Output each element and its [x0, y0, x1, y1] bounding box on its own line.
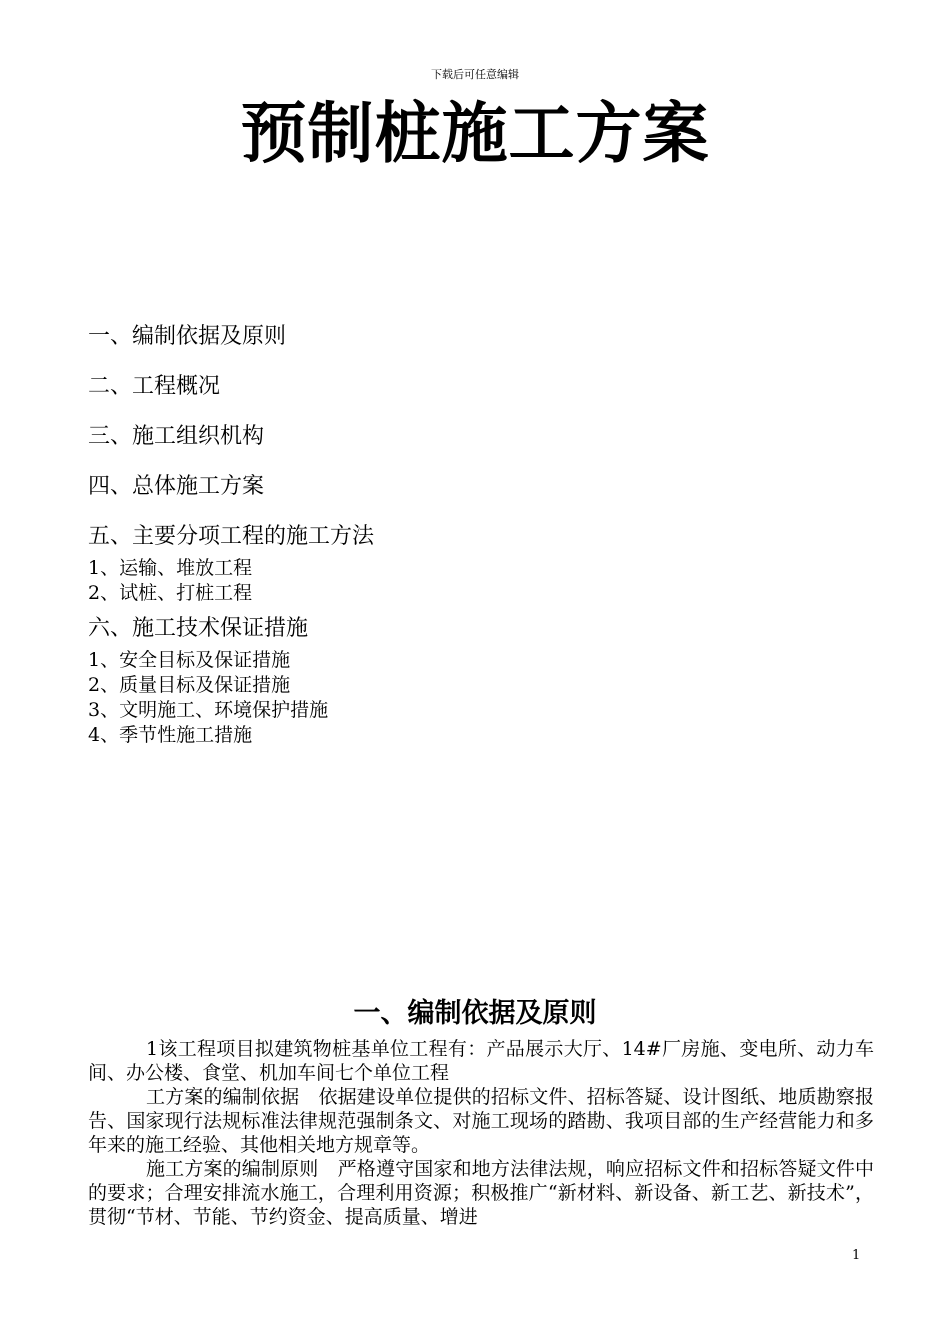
toc-subitem: 4、季节性施工措施 [88, 724, 253, 746]
header-note: 下载后可任意编辑 [431, 68, 519, 81]
toc-item: 二、工程概况 [88, 374, 221, 399]
toc-item: 四、总体施工方案 [88, 474, 265, 499]
page-number: 1 [852, 1248, 861, 1263]
paragraph: 1该工程项目拟建筑物桩基单位工程有：产品展示大厅、14#厂房施、变电所、动力车间、办公楼、食堂、机加车间七个单位工程 [88, 1038, 874, 1084]
toc-item: 六、施工技术保证措施 [88, 616, 309, 641]
toc-item: 一、编制依据及原则 [88, 324, 287, 349]
section-body [88, 1037, 874, 1229]
table-of-contents [88, 322, 868, 748]
toc-item: 五、主要分项工程的施工方法 [88, 524, 375, 549]
toc-subitem: 3、文明施工、环境保护措施 [88, 699, 329, 721]
toc-subitem: 2、试桩、打桩工程 [88, 582, 253, 604]
toc-subitem: 1、运输、堆放工程 [88, 557, 253, 579]
paragraph: 工方案的编制依据 依据建设单位提供的招标文件、招标答疑、设计图纸、地质勘察报告、国家现行法规标准法律规范强制条文、对施工现场的踏勘、我项目部的生产经营能力和多年来的施工经验、其他相关地方规章等。 [88, 1086, 874, 1156]
document-title: 预制桩施工方案 [240, 94, 710, 172]
toc-item: 三、施工组织机构 [88, 424, 265, 449]
toc-subitem: 1、安全目标及保证措施 [88, 649, 291, 671]
section-heading: 一、编制依据及原则 [353, 998, 597, 1029]
paragraph: 施工方案的编制原则 严格遵守国家和地方法律法规，响应招标文件和招标答疑文件中的要求；合理安排流水施工，合理利用资源；积极推广“新材料、新设备、新工艺、新技术”，贯彻“节材、节能、节约资金、提高质量、增进 [88, 1158, 874, 1228]
toc-subitem: 2、质量目标及保证措施 [88, 674, 291, 696]
